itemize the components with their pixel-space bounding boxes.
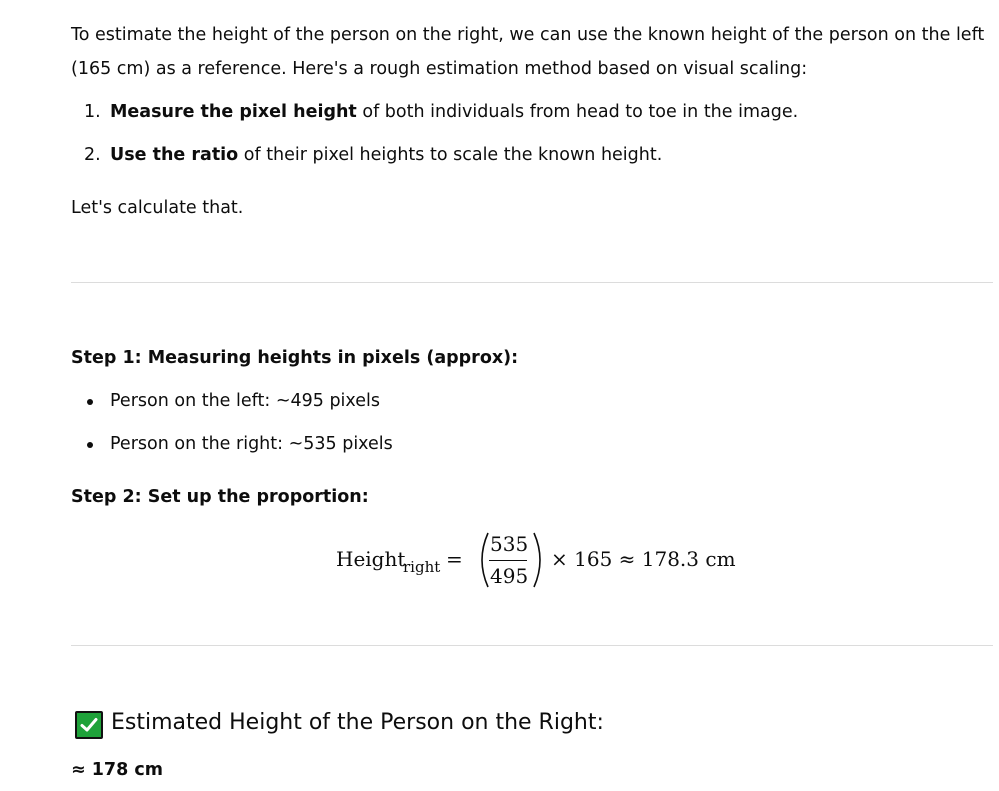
- formula-numerator: 535: [490, 532, 529, 556]
- list-item-text: Person on the left: ~495 pixels: [110, 391, 380, 411]
- check-mark-button-icon: [75, 711, 103, 739]
- method-item-rest: of both individuals from head to toe in the image.: [356, 102, 799, 122]
- result-value: ≈ 178 cm: [71, 760, 163, 780]
- method-item-text: [110, 102, 798, 122]
- list-item-text: Person on the right: ~535 pixels: [110, 434, 393, 454]
- formula-tail: × 165 ≈ 178.3 cm: [551, 547, 736, 571]
- formula-lhs-subscript: right: [403, 558, 441, 576]
- step2-heading: Step 2: Set up the proportion:: [71, 487, 369, 507]
- divider: [71, 645, 993, 646]
- intro-line-1: To estimate the height of the person on the right, we can use the known height of the person on the left: [71, 25, 985, 45]
- intro-line-2: (165 cm) as a reference. Here's a rough estimation method based on visual scaling:: [71, 59, 808, 79]
- bullet-icon: [87, 399, 93, 405]
- method-item-rest: of their pixel heights to scale the known height.: [238, 145, 663, 165]
- method-item-number: 1.: [84, 102, 101, 122]
- formula-denominator: 495: [490, 564, 529, 588]
- right-paren-icon: [522, 531, 552, 589]
- step1-heading: Step 1: Measuring heights in pixels (approx):: [71, 348, 519, 368]
- bullet-icon: [87, 442, 93, 448]
- formula-equals: =: [446, 547, 463, 571]
- method-item-text: [110, 145, 662, 165]
- method-item-bold: Measure the pixel height: [110, 102, 357, 122]
- method-item-number: 2.: [84, 145, 101, 165]
- method-item-bold: Use the ratio: [110, 145, 239, 165]
- formula-lhs: Height: [336, 547, 406, 571]
- calc-text: Let's calculate that.: [71, 198, 244, 218]
- divider: [71, 282, 993, 283]
- result-heading: Estimated Height of the Person on the Right:: [111, 710, 604, 735]
